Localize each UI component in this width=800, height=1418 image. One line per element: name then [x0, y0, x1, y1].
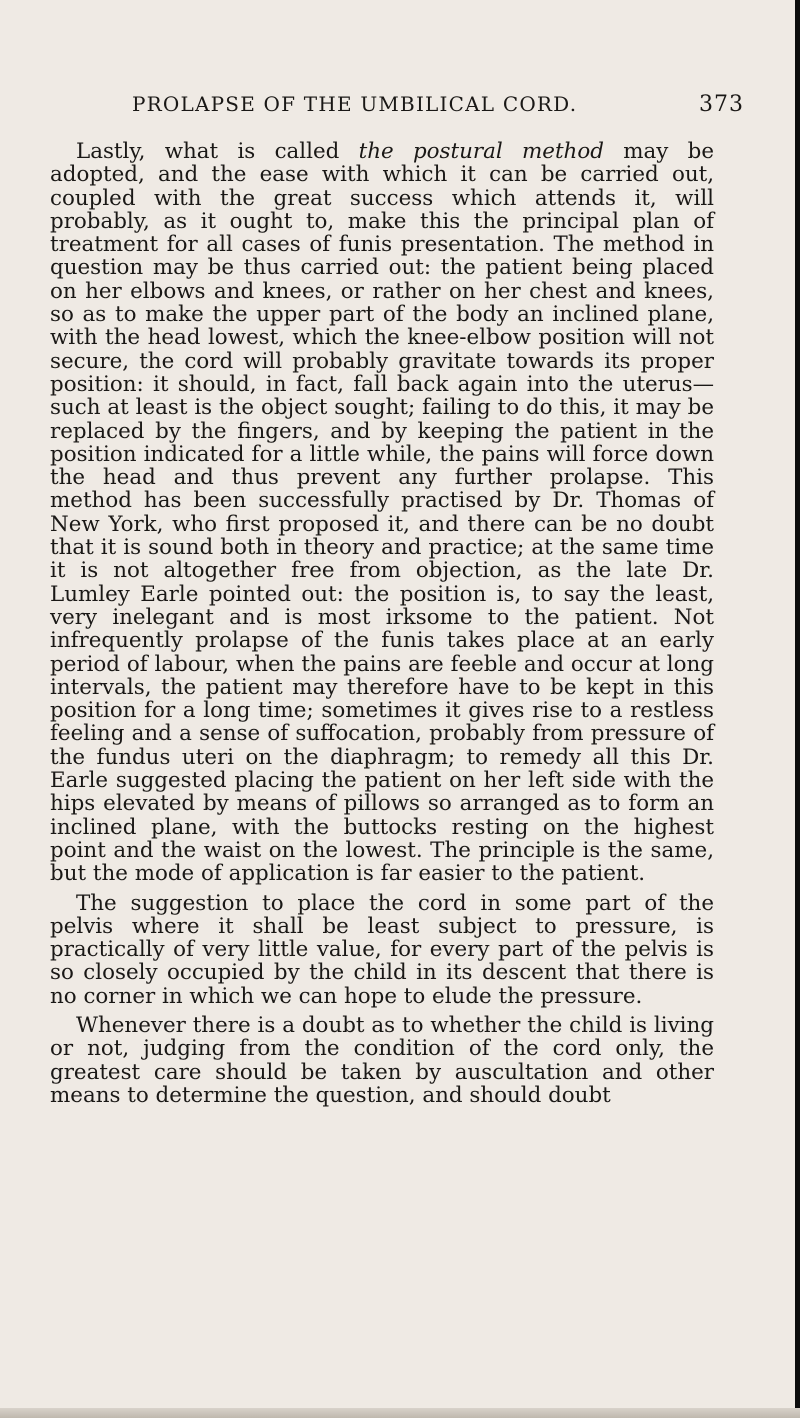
paragraph-text: may be adopted, and the ease with which it can be carried out, coupled with the great success which attends it, will probably, as it ought to, make this the principal plan of treatment for all cases of funis presentation. The method in question may be thus carried out: the patient being placed on her elbows and knees, or rather on her chest and knees, so as to make the upper part of the body an inclined plane, with the head lowest, which the knee-elbow position will not secure, the cord will probably gravitate towards its proper position: it should, in fact, fall back again into the uterus—such at least is the object sought; failing to do this, it may be replaced by the fingers, and by keeping the patient in the position indicated for a little while, the pains will force down the head and thus prevent any further prolapse. This method has been successfully practised by Dr. Thomas of New York, who first proposed it, and there can be no doubt that it is sound both in theory and practice; at the same time it is not altogether free from objection, as the late Dr. Lumley Earle pointed out: the position is, to say the least, very inelegant and is most irksome to the patient. Not infrequently prolapse of the funis takes place at an early period of labour, when the pains are feeble and occur at long intervals, the patient may therefore have to be kept in this position for a long time; sometimes it gives rise to a restless feeling and a sense of suffocation, probably from pressure of the fundus uteri on the diaphragm; to remedy all this Dr. Earle suggested placing the patient on her left side with the hips elevated by means of pillows so arranged as to form an inclined plane, with the buttocks resting on the highest point and the waist on the lowest. The principle is the same, but the mode of application is far easier to the patient.: [50, 139, 714, 887]
page-number: 373: [699, 92, 744, 117]
emphasis-text: the postural method: [358, 139, 604, 164]
body-text: [50, 140, 714, 1113]
paragraph: [50, 140, 714, 886]
scan-edge: [795, 0, 800, 1418]
paragraph-text: The suggestion to place the cord in some part of the pelvis where it shall be least subject to pressure, is practically of very little value, for every part of the pelvis is so closely occupied by the child in its descent that there is no corner in which we can hope to elude the pressure.: [50, 890, 714, 1009]
running-head: [82, 92, 744, 126]
paragraph: [50, 892, 714, 1008]
paragraph-text: Lastly, what is called: [76, 139, 359, 164]
page-bottom-edge: [0, 1408, 800, 1418]
running-title: PROLAPSE OF THE UMBILICAL CORD.: [132, 92, 578, 116]
paragraph-text: Whenever there is a doubt as to whether the child is living or not, judging from the condition of the cord only, the greatest care should be taken by auscultation and other means to determine the question, and should doubt: [50, 1012, 714, 1108]
paragraph: [50, 1014, 714, 1107]
